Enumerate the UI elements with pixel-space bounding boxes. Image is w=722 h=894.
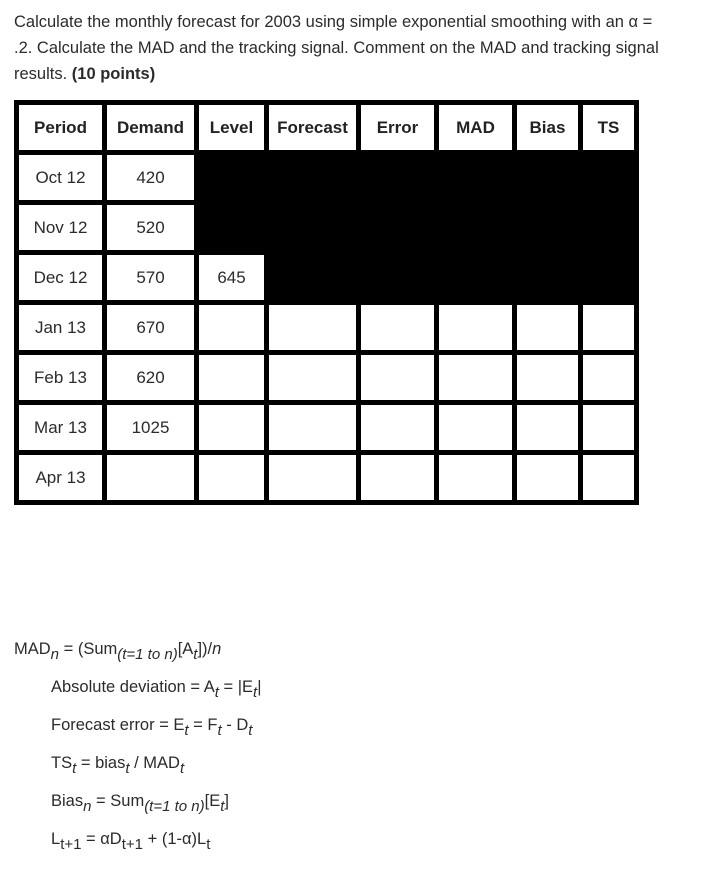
- blacked-out-cell: [359, 253, 437, 303]
- formula-text: [E: [204, 792, 221, 810]
- level-cell: [197, 353, 267, 403]
- level-cell: [197, 403, 267, 453]
- formula-text: = bias: [76, 754, 126, 772]
- table-row: [17, 203, 637, 253]
- period-cell: Feb 13: [17, 353, 105, 403]
- formula-text: ])/: [197, 640, 213, 658]
- error-cell: [359, 453, 437, 503]
- bias-cell: [515, 403, 581, 453]
- forecast-cell: [267, 303, 359, 353]
- forecast-error-formula: [14, 712, 262, 750]
- blacked-out-cell: [267, 153, 359, 203]
- formula-text: MAD: [14, 640, 51, 658]
- error-cell: [359, 403, 437, 453]
- period-cell: Mar 13: [17, 403, 105, 453]
- table-row: [17, 153, 637, 203]
- blacked-out-cell: [359, 153, 437, 203]
- formula-subscript: (t=1 to n): [144, 798, 205, 815]
- ts-cell: [581, 403, 637, 453]
- blacked-out-cell: [581, 253, 637, 303]
- ts-cell: [581, 453, 637, 503]
- table-row: [17, 253, 637, 303]
- blacked-out-cell: [581, 153, 637, 203]
- formula-subscript: (t=1 to n): [117, 646, 178, 663]
- header-demand: Demand: [105, 103, 197, 153]
- formula-text: = Sum: [91, 792, 145, 810]
- header-mad: MAD: [437, 103, 515, 153]
- blacked-out-cell: [197, 203, 267, 253]
- header-bias: Bias: [515, 103, 581, 153]
- formula-list: [14, 636, 262, 864]
- prompt-line-3: [14, 61, 714, 87]
- level-cell: [197, 303, 267, 353]
- forecast-cell: [267, 453, 359, 503]
- demand-cell: 620: [105, 353, 197, 403]
- blacked-out-cell: [437, 153, 515, 203]
- period-cell: Apr 13: [17, 453, 105, 503]
- level-formula: [14, 826, 262, 864]
- table-row: [17, 353, 637, 403]
- formula-subscript: t: [206, 836, 211, 853]
- formula-text: - D: [221, 716, 249, 734]
- formula-subscript: t: [184, 722, 189, 739]
- blacked-out-cell: [581, 203, 637, 253]
- formula-subscript: n: [50, 646, 60, 663]
- prompt-line-1: Calculate the monthly forecast for 2003 using simple exponential smoothing with an α =: [14, 13, 653, 31]
- formula-subscript: t: [125, 760, 130, 777]
- header-level: Level: [197, 103, 267, 153]
- prompt-line-2: .2. Calculate the MAD and the tracking signal. Comment on the MAD and tracking signal: [14, 39, 659, 57]
- formula-text: / MAD: [129, 754, 180, 772]
- table-header-row: [17, 103, 637, 153]
- demand-cell: 1025: [105, 403, 197, 453]
- formula-text: |: [257, 678, 262, 696]
- formula-text: = (Sum: [59, 640, 118, 658]
- demand-cell: 670: [105, 303, 197, 353]
- blacked-out-cell: [437, 203, 515, 253]
- blacked-out-cell: [515, 203, 581, 253]
- mad-cell: [437, 353, 515, 403]
- bias-cell: [515, 303, 581, 353]
- formula-text: [A: [177, 640, 194, 658]
- formula-text: = |E: [218, 678, 254, 696]
- table-row: [17, 453, 637, 503]
- tracking-signal-formula: [14, 750, 262, 788]
- formula-text: Bias: [51, 792, 84, 810]
- formula-text: ]: [224, 792, 229, 810]
- period-cell: Oct 12: [17, 153, 105, 203]
- formula-subscript: t: [220, 798, 225, 815]
- formula-subscript: t: [217, 722, 222, 739]
- level-cell: [197, 453, 267, 503]
- header-period: Period: [17, 103, 105, 153]
- bias-formula: [14, 788, 262, 826]
- mad-formula: [14, 636, 262, 674]
- formula-subscript: t: [248, 722, 253, 739]
- formula-subscript: t+1: [60, 836, 82, 853]
- demand-cell: 570: [105, 253, 197, 303]
- ts-cell: [581, 353, 637, 403]
- formula-text: = αD: [81, 830, 122, 848]
- bias-cell: [515, 353, 581, 403]
- blacked-out-cell: [267, 253, 359, 303]
- demand-cell: [105, 453, 197, 503]
- formula-subscript: n: [83, 798, 92, 815]
- formula-text: Forecast error = E: [51, 716, 185, 734]
- formula-text: L: [51, 830, 61, 848]
- ts-cell: [581, 303, 637, 353]
- formula-subscript: t: [193, 646, 198, 663]
- blacked-out-cell: [515, 253, 581, 303]
- header-forecast: Forecast: [267, 103, 359, 153]
- table-row: [17, 303, 637, 353]
- header-ts: TS: [581, 103, 637, 153]
- formula-text: n: [212, 640, 222, 658]
- mad-cell: [437, 303, 515, 353]
- period-cell: Nov 12: [17, 203, 105, 253]
- formula-subscript: t: [253, 684, 258, 701]
- table-row: [17, 403, 637, 453]
- error-cell: [359, 303, 437, 353]
- mad-cell: [437, 453, 515, 503]
- blacked-out-cell: [267, 203, 359, 253]
- blacked-out-cell: [197, 153, 267, 203]
- prompt-line-3-text: results.: [14, 65, 72, 83]
- period-cell: Dec 12: [17, 253, 105, 303]
- error-cell: [359, 353, 437, 403]
- formula-subscript: t+1: [121, 836, 144, 853]
- bias-cell: [515, 453, 581, 503]
- demand-cell: 520: [105, 203, 197, 253]
- absolute-deviation-formula: [14, 674, 262, 712]
- level-cell: 645: [197, 253, 267, 303]
- forecast-table: [14, 100, 639, 505]
- formula-text: = F: [188, 716, 218, 734]
- formula-text: Absolute deviation = A: [51, 678, 215, 696]
- formula-subscript: t: [214, 684, 219, 701]
- question-prompt: [14, 9, 714, 87]
- blacked-out-cell: [515, 153, 581, 203]
- mad-cell: [437, 403, 515, 453]
- forecast-cell: [267, 353, 359, 403]
- demand-cell: 420: [105, 153, 197, 203]
- formula-subscript: t: [179, 760, 185, 777]
- period-cell: Jan 13: [17, 303, 105, 353]
- forecast-cell: [267, 403, 359, 453]
- formula-text: + (1-α)L: [143, 830, 207, 848]
- header-error: Error: [359, 103, 437, 153]
- points-label: (10 points): [71, 65, 156, 83]
- blacked-out-cell: [437, 253, 515, 303]
- formula-text: TS: [51, 754, 73, 772]
- blacked-out-cell: [359, 203, 437, 253]
- formula-subscript: t: [72, 760, 77, 777]
